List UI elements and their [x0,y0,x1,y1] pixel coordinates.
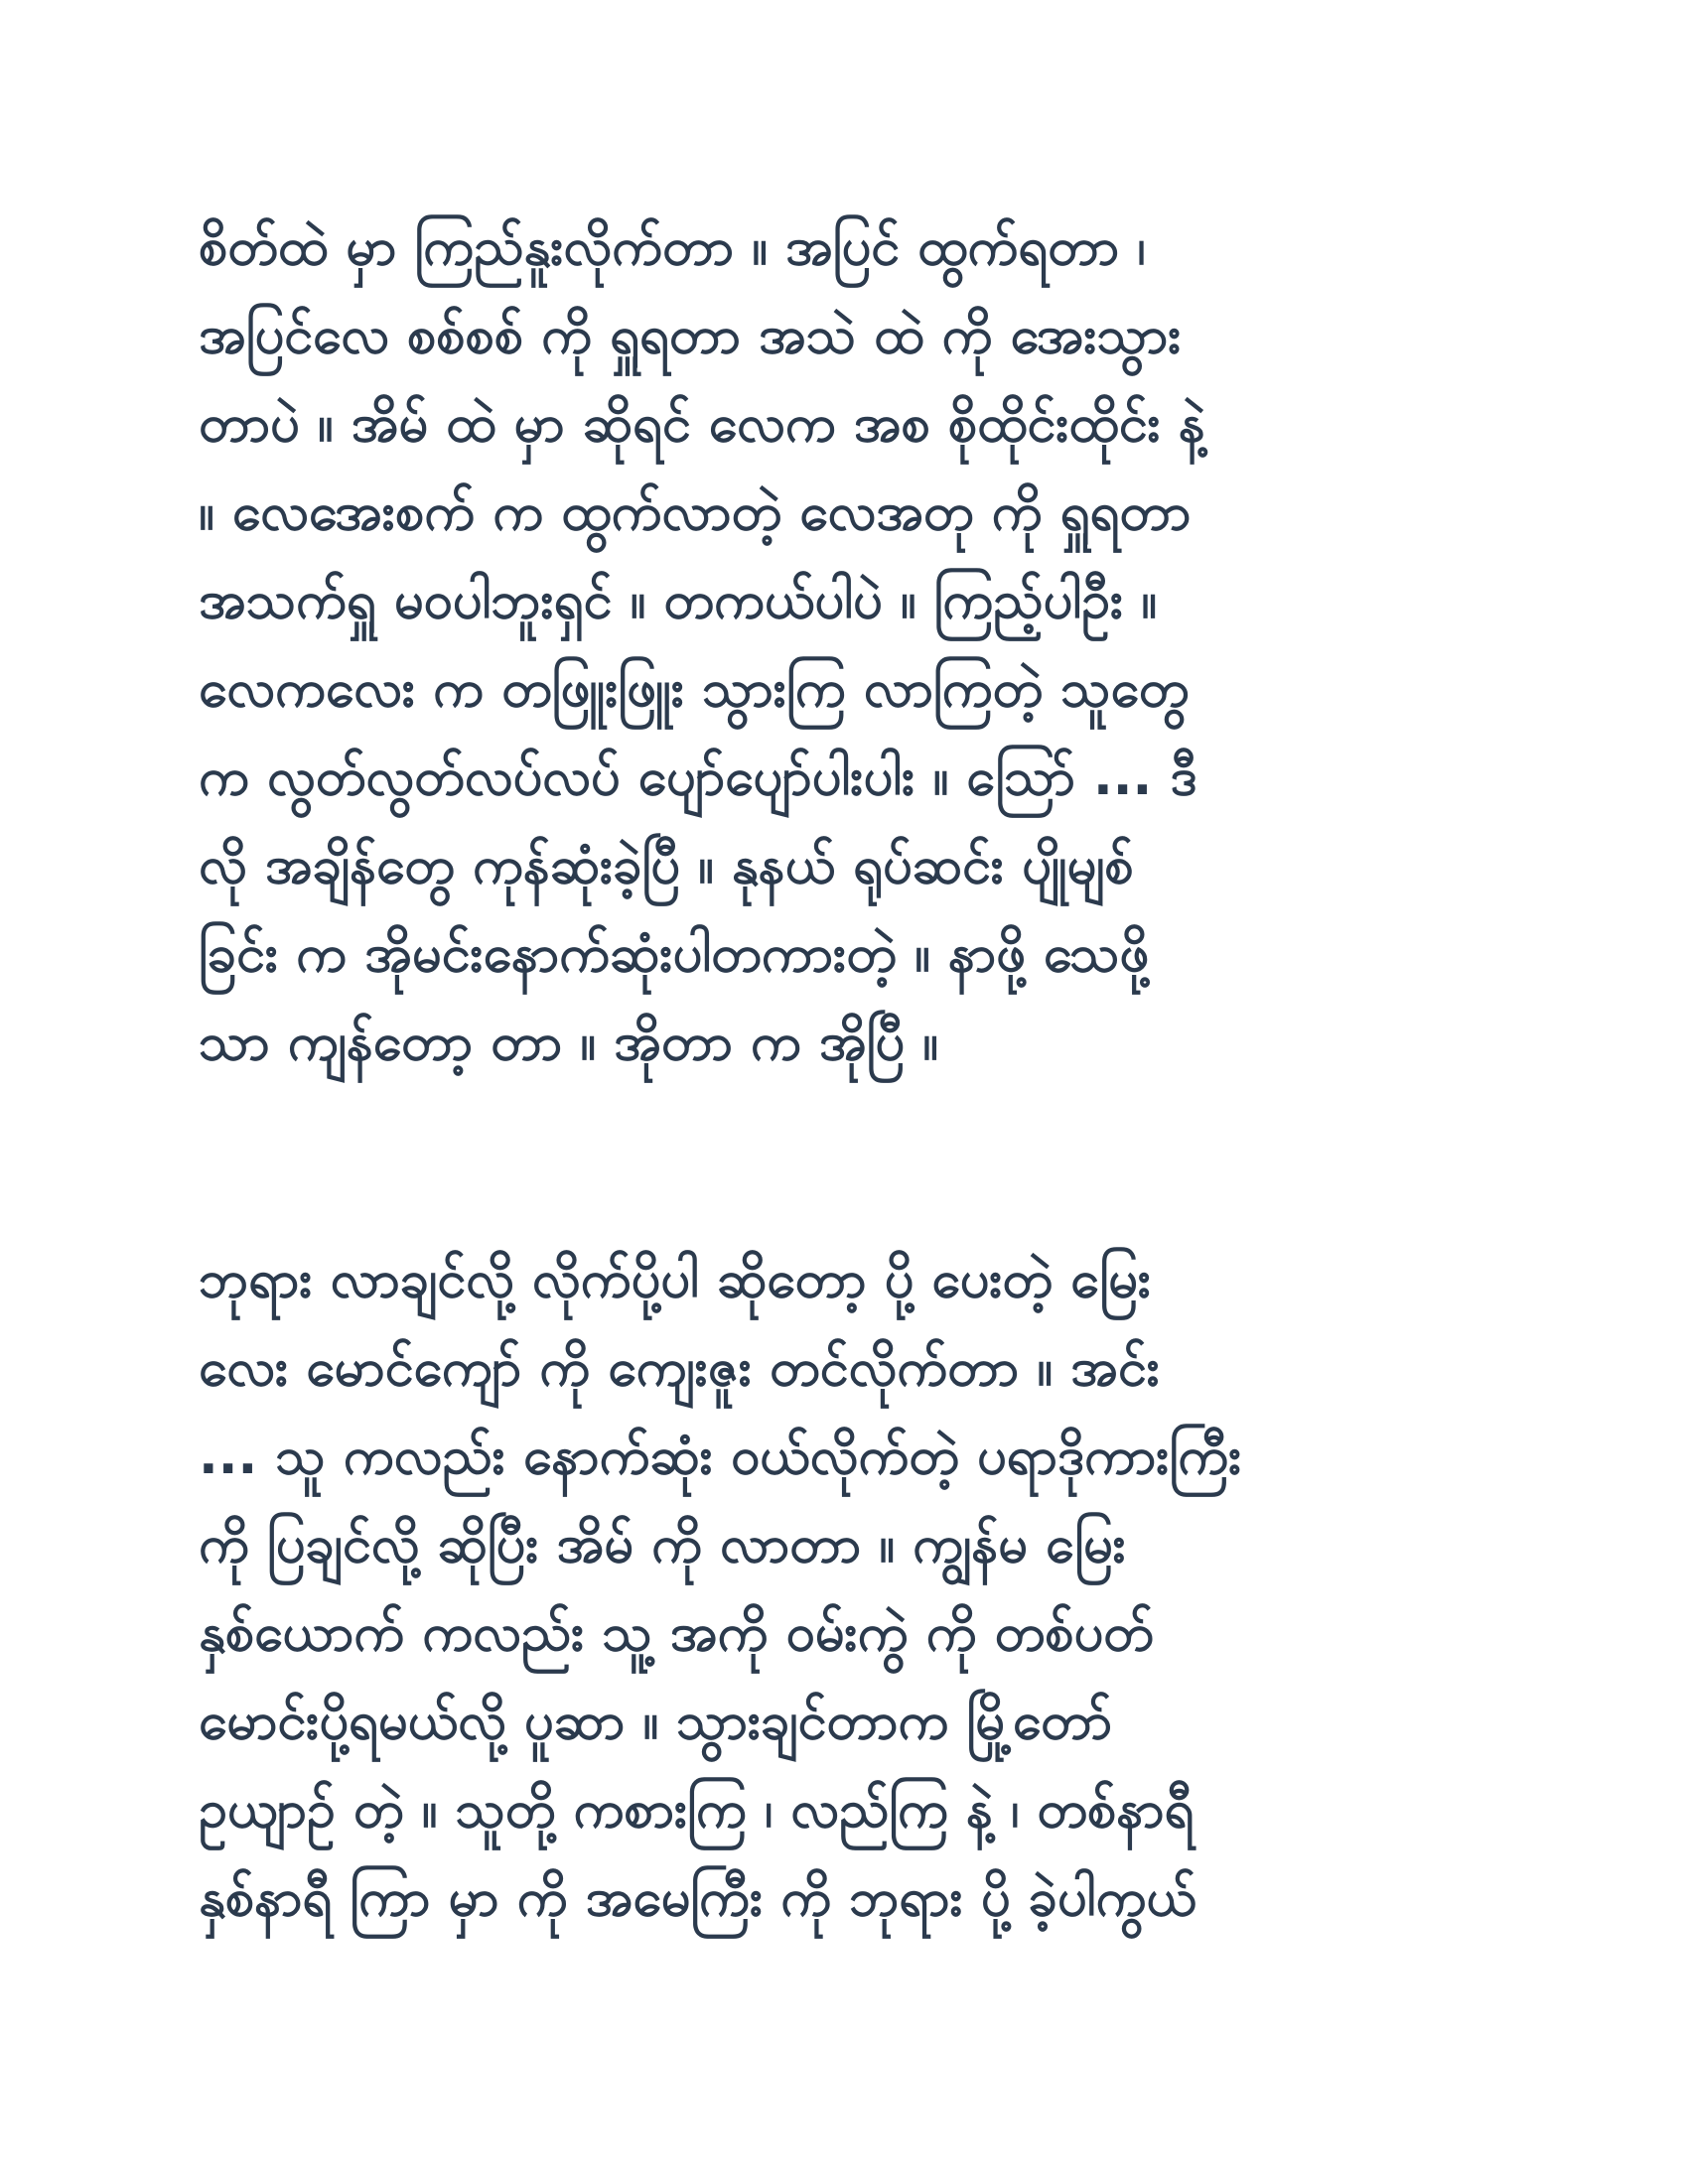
text-line: မောင်းပို့ရမယ်လို့ ပူဆာ ။ သွားချင်တာက မြို့တော် [199,1692,1113,1751]
text-line: ။ လေအေးစက် က ထွက်လာတဲ့ လေအတု ကို ရှူရတာ [199,482,1192,542]
text-line: ဥယျာဉ် တဲ့ ။ သူတို့ ကစားကြ ၊ လည်ကြ နဲ့ ၊ တစ်နာရီ [199,1780,1195,1840]
text-line: လို အချိန်တွေ ကုန်ဆုံးခဲ့ပြီ ။ နုနယ် ရုပ်ဆင်း ပျိုမျစ် [199,836,1134,895]
text-line: ဘုရား လာချင်လို့ လိုက်ပို့ပါ ဆိုတော့ ပို့ ပေးတဲ့ မြေး [199,1250,1152,1309]
text-line: လေး မောင်ကျော် ကို ကျေးဇူး တင်လိုက်တာ ။ အင်း [199,1338,1160,1398]
text-line: ကို ပြချင်လို့ ဆိုပြီး အိမ် ကို လာတာ ။ ကျွန်မ မြေး [199,1515,1126,1574]
text-line: လေကလေး က တဖြူးဖြူး သွားကြ လာကြတဲ့ သူတွေ [199,659,1190,719]
text-line: ... သူ ကလည်း နောက်ဆုံး ဝယ်လိုက်တဲ့ ပရာဒိုကားကြီး [199,1427,1242,1486]
paragraph-2 [199,1236,1489,1943]
text-line: က လွတ်လွတ်လပ်လပ် ပျော်ပျော်ပါးပါး ။ သြော် ... ဒီ [199,748,1197,807]
paragraph-1 [199,204,1489,1087]
text-line: သာ ကျန်တော့ တာ ။ အိုတာ က အိုပြီ ။ [199,1013,938,1072]
text-line: စိတ်ထဲ မှာ ကြည်နူးလိုက်တာ ။ အပြင် ထွက်ရတာ ၊ [199,217,1146,277]
text-line: အပြင်လေ စစ်စစ် ကို ရှူရတာ အသဲ ထဲ ကို အေးသွား [199,306,1182,365]
text-line: နှစ်ယောက် ကလည်း သူ့ အကို ဝမ်းကွဲ ကို တစ်ပတ် [199,1603,1154,1663]
text-line: ခြင်း က အိုမင်းနောက်ဆုံးပါတကားတဲ့ ။ နာဖို့ သေဖို့ [199,924,1150,984]
text-line: တာပဲ ။ အိမ် ထဲ မှာ ဆိုရင် လေက အစ စိုထိုင်းထိုင်း နဲ့ [199,394,1205,454]
text-line: နှစ်နာရီ ကြာ မှာ ကို အမေကြီး ကို ဘုရား ပို့ ခဲ့ပါကွယ် [199,1868,1196,1928]
text-line: အသက်ရှူ မဝပါဘူးရှင် ။ တကယ်ပါပဲ ။ ကြည့်ပါဦး ။ [199,571,1157,630]
